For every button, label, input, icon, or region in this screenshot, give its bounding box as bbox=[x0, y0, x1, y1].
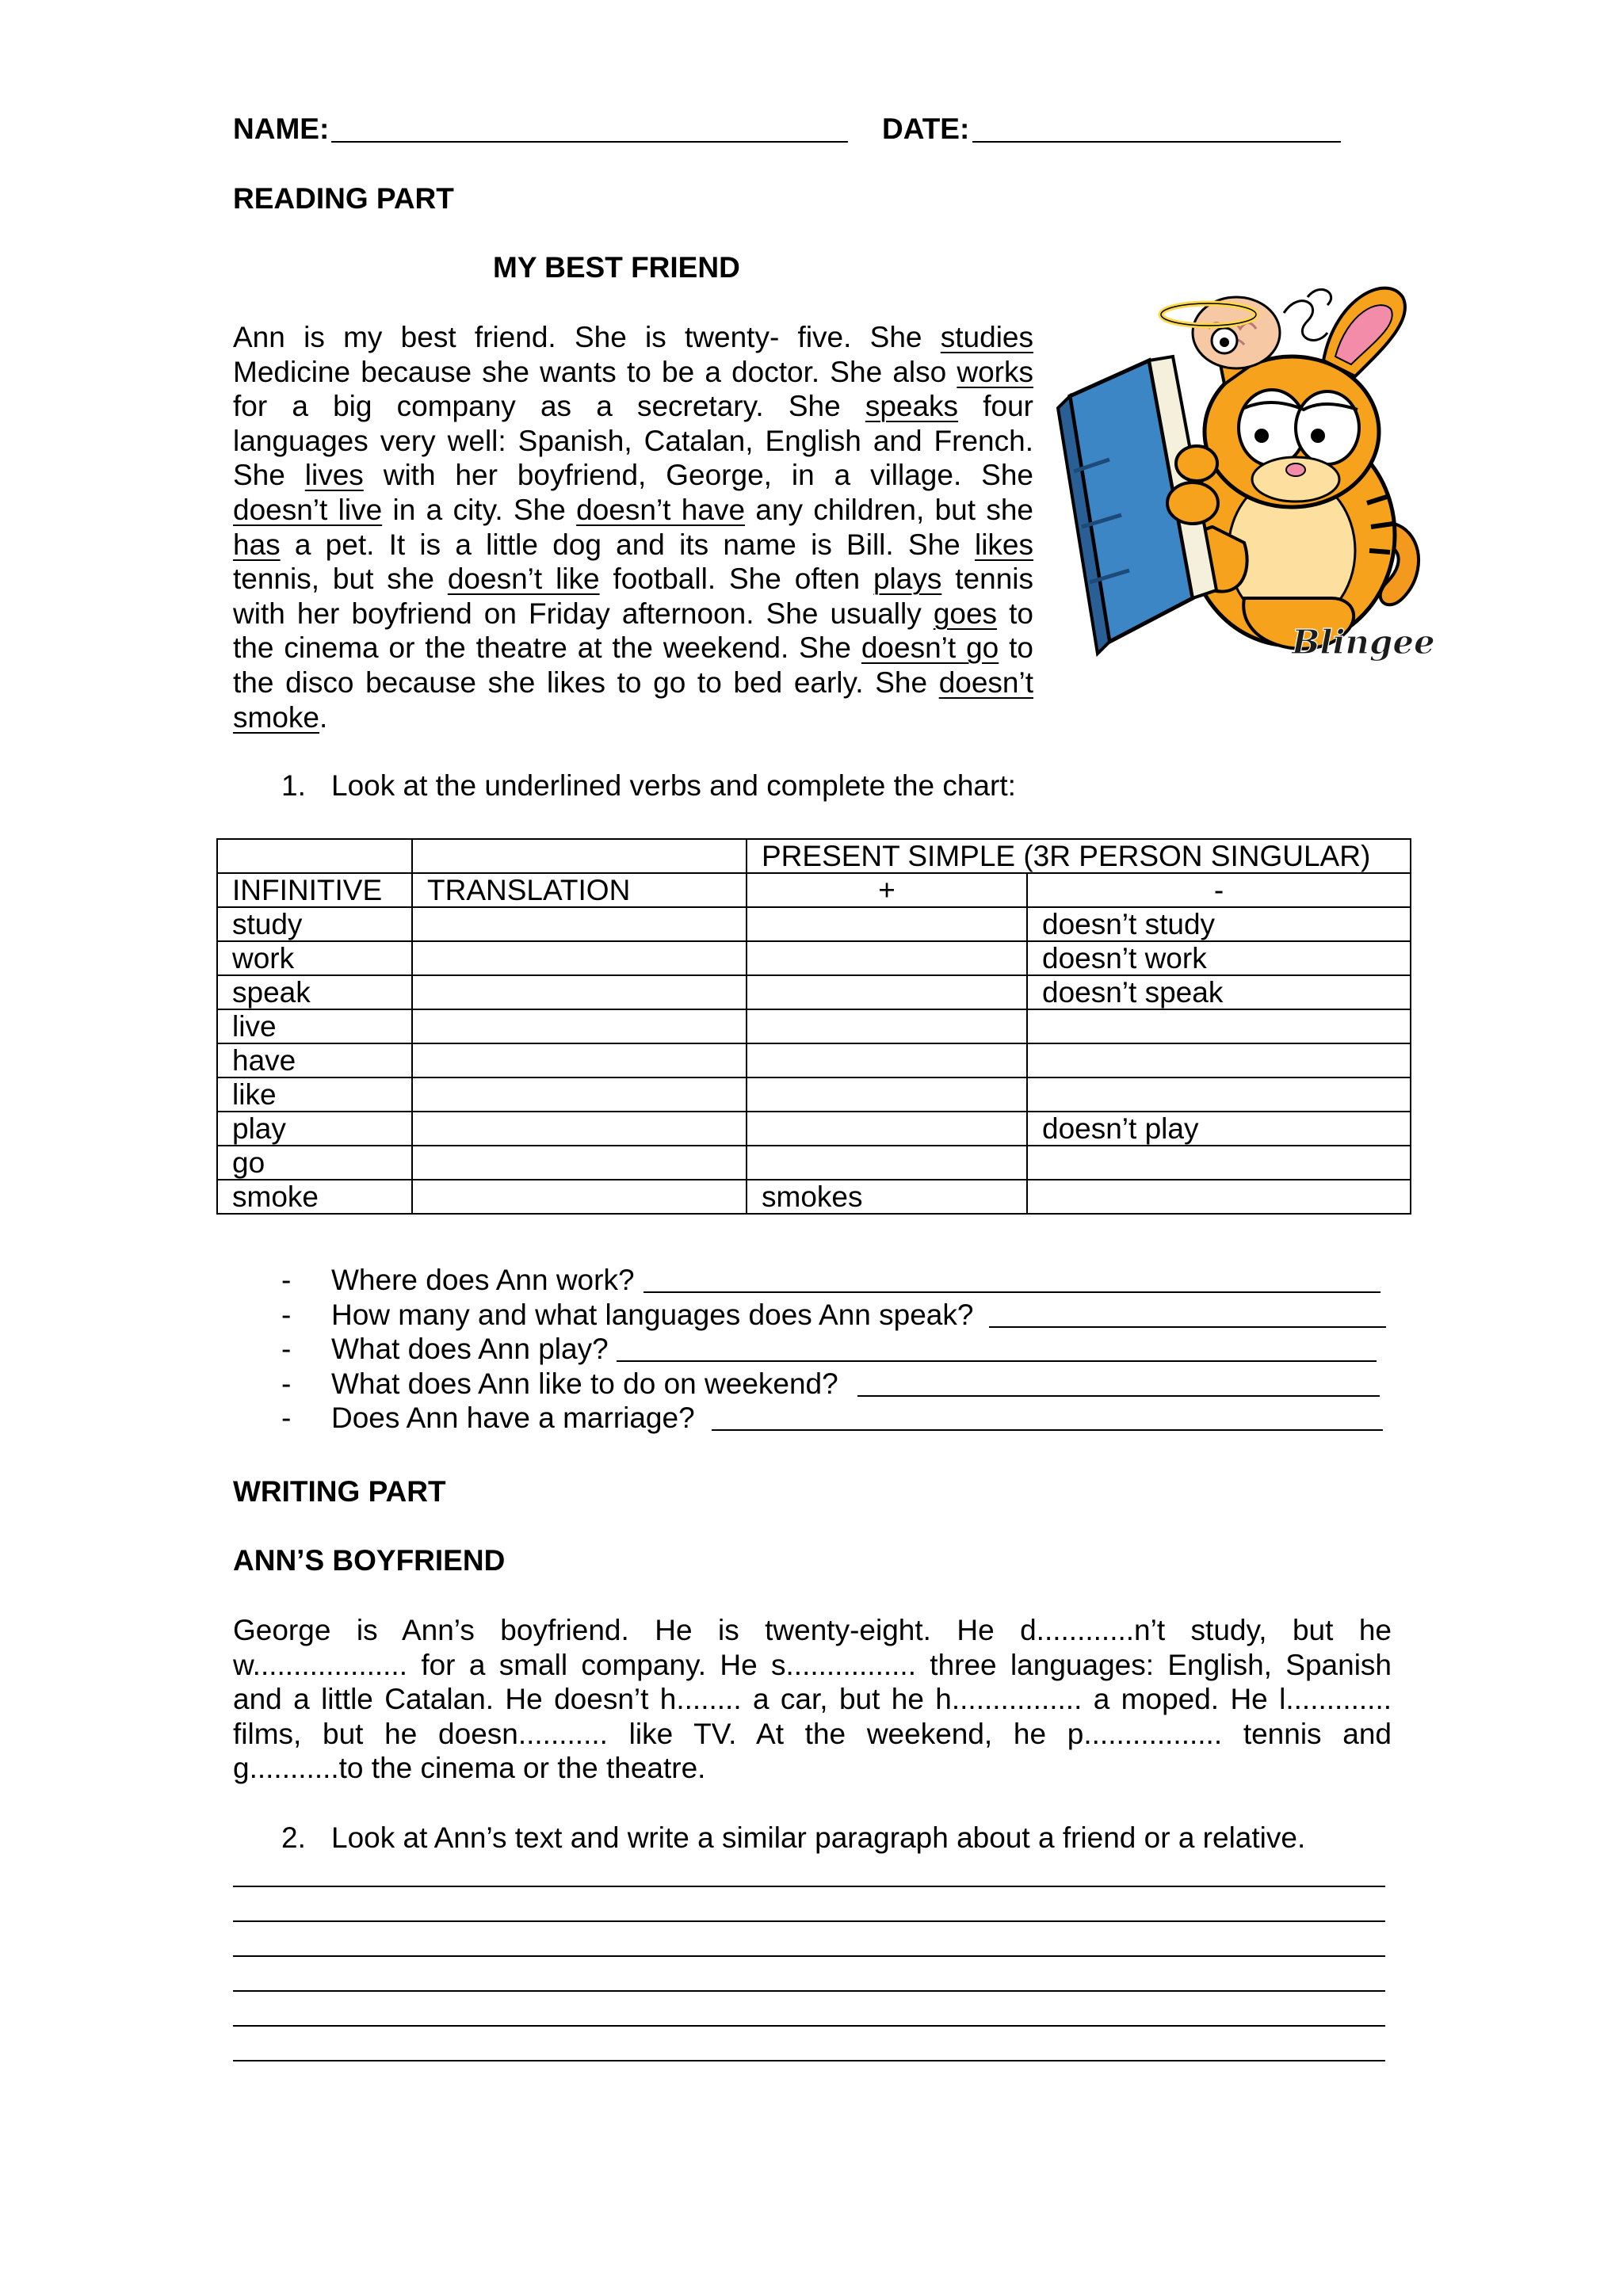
garfield-reading-illustration bbox=[1054, 265, 1450, 677]
chart-cell-positive[interactable] bbox=[747, 1077, 1027, 1112]
name-answer-line[interactable] bbox=[331, 121, 848, 143]
date-answer-line[interactable] bbox=[972, 121, 1341, 143]
table-row bbox=[217, 1077, 1411, 1112]
chart-cell-infinitive: live bbox=[217, 1009, 412, 1043]
question-dash: - bbox=[281, 1402, 292, 1435]
writing-heading: WRITING PART bbox=[233, 1475, 446, 1508]
writing-answer-line[interactable] bbox=[233, 2028, 1385, 2061]
text-span: with her boyfriend on Friday afternoon. She usually bbox=[233, 597, 934, 630]
task1-text: Look at the underlined verbs and complete the chart: bbox=[331, 769, 1016, 802]
chart-col-infinitive: INFINITIVE bbox=[217, 873, 412, 907]
chart-group-header: PRESENT SIMPLE (3R PERSON SINGULAR) bbox=[747, 839, 1411, 873]
writing-paragraph-line: w................... for a small company. He s................ three languages: English, Spanish bbox=[233, 1648, 1392, 1681]
chart-cell-translation[interactable] bbox=[412, 1146, 747, 1180]
chart-cell-negative[interactable] bbox=[1027, 1180, 1411, 1214]
writing-paragraph-line: George is Ann’s boyfriend. He is twenty-eight. He d............n’t study, but he bbox=[233, 1614, 1392, 1646]
chart-cell-translation[interactable] bbox=[412, 1043, 747, 1077]
text-span: any children, but she bbox=[745, 493, 1033, 526]
question-text: How many and what languages does Ann speak? bbox=[331, 1298, 974, 1331]
question-answer-line[interactable] bbox=[712, 1407, 1383, 1431]
chart-group-header-row bbox=[217, 839, 1411, 873]
chart-cell-infinitive: work bbox=[217, 941, 412, 975]
question-text: Where does Ann work? bbox=[331, 1264, 635, 1296]
chart-col-translation: TRANSLATION bbox=[412, 873, 747, 907]
question-text: What does Ann play? bbox=[331, 1333, 609, 1366]
chart-cell-infinitive: have bbox=[217, 1043, 412, 1077]
question-text: Does Ann have a marriage? bbox=[331, 1402, 695, 1435]
reading-paragraph-line bbox=[233, 320, 1033, 355]
reading-paragraph-line bbox=[233, 631, 1033, 666]
chart-cell-infinitive: play bbox=[217, 1112, 412, 1146]
underlined-verb: doesn’t live bbox=[233, 493, 383, 526]
writing-answer-line[interactable] bbox=[233, 1958, 1385, 1992]
chart-cell-negative[interactable] bbox=[1027, 1043, 1411, 1077]
text-span: tennis bbox=[941, 563, 1034, 596]
question-text: What does Ann like to do on weekend? bbox=[331, 1367, 838, 1400]
chart-cell-infinitive: go bbox=[217, 1146, 412, 1180]
chart-cell-positive[interactable] bbox=[747, 975, 1027, 1009]
chart-cell-negative[interactable]: doesn’t play bbox=[1027, 1112, 1411, 1146]
chart-cell-negative[interactable]: doesn’t speak bbox=[1027, 975, 1411, 1009]
text-span: . bbox=[319, 700, 328, 734]
question-answer-line[interactable] bbox=[643, 1269, 1381, 1293]
underlined-verb: has bbox=[233, 528, 281, 561]
chart-column-header-row bbox=[217, 873, 1411, 907]
chart-cell-positive[interactable] bbox=[747, 1112, 1027, 1146]
table-row bbox=[217, 941, 1411, 975]
chart-cell-translation[interactable] bbox=[412, 1077, 747, 1112]
text-span: four bbox=[958, 390, 1033, 423]
reading-paragraph-line bbox=[233, 597, 1033, 631]
chart-cell-infinitive: smoke bbox=[217, 1180, 412, 1214]
table-row bbox=[217, 1112, 1411, 1146]
chart-empty-cell bbox=[412, 839, 747, 873]
underlined-verb: doesn’t go bbox=[861, 631, 999, 665]
table-row bbox=[217, 1043, 1411, 1077]
writing-paragraph bbox=[233, 1613, 1392, 1786]
table-row bbox=[217, 975, 1411, 1009]
reading-title: MY BEST FRIEND bbox=[493, 251, 740, 284]
chart-cell-translation[interactable] bbox=[412, 1009, 747, 1043]
writing-paragraph-line: films, but he doesn........... like TV. At the weekend, he p................. tennis and bbox=[233, 1717, 1392, 1750]
reading-paragraph-line bbox=[233, 700, 1033, 735]
reading-heading: READING PART bbox=[233, 182, 454, 215]
question-answer-line[interactable] bbox=[857, 1373, 1380, 1397]
underlined-verb: doesn’t like bbox=[447, 563, 600, 596]
blingee-watermark: Blingee bbox=[1292, 623, 1435, 662]
task1-number: 1. bbox=[281, 769, 306, 802]
text-span: a pet. It is a little dog and its name is Bill. She bbox=[280, 528, 975, 561]
chart-cell-positive[interactable]: smokes bbox=[747, 1180, 1027, 1214]
chart-cell-negative[interactable]: doesn’t study bbox=[1027, 907, 1411, 941]
reading-paragraph-line bbox=[233, 562, 1033, 597]
chart-empty-cell bbox=[217, 839, 412, 873]
chart-cell-positive[interactable] bbox=[747, 941, 1027, 975]
table-row bbox=[217, 1009, 1411, 1043]
chart-cell-negative[interactable] bbox=[1027, 1146, 1411, 1180]
underlined-verb: smoke bbox=[233, 700, 319, 734]
underlined-verb: doesn’t have bbox=[576, 493, 746, 526]
question-dash: - bbox=[281, 1298, 292, 1331]
text-span: for a big company as a secretary. She bbox=[233, 390, 865, 423]
text-span: in a city. She bbox=[382, 493, 577, 526]
reading-paragraph bbox=[233, 320, 1033, 734]
underlined-verb: likes bbox=[974, 528, 1033, 561]
writing-title: ANN’S BOYFRIEND bbox=[233, 1544, 506, 1577]
chart-cell-infinitive: study bbox=[217, 907, 412, 941]
reading-paragraph-line bbox=[233, 355, 1033, 390]
name-label: NAME: bbox=[233, 113, 330, 145]
chart-cell-translation[interactable] bbox=[412, 1180, 747, 1214]
reading-paragraph-line bbox=[233, 389, 1033, 424]
text-span: Medicine because she wants to be a doctor. She also bbox=[233, 355, 957, 388]
chart-cell-infinitive: like bbox=[217, 1077, 412, 1112]
chart-cell-infinitive: speak bbox=[217, 975, 412, 1009]
text-span: the cinema or the theatre at the weekend. She bbox=[233, 631, 861, 665]
chart-cell-negative[interactable] bbox=[1027, 1077, 1411, 1112]
question-dash: - bbox=[281, 1333, 292, 1366]
reading-paragraph-line bbox=[233, 528, 1033, 563]
chart-cell-positive[interactable] bbox=[747, 907, 1027, 941]
chart-cell-positive[interactable] bbox=[747, 1043, 1027, 1077]
writing-paragraph-line: g...........to the cinema or the theatre. bbox=[233, 1752, 706, 1785]
underlined-verb: goes bbox=[933, 597, 998, 630]
chart-cell-positive[interactable] bbox=[747, 1146, 1027, 1180]
date-label: DATE: bbox=[882, 113, 970, 145]
underlined-verb: studies bbox=[940, 321, 1033, 353]
underlined-verb: works bbox=[957, 355, 1033, 388]
writing-answer-line[interactable] bbox=[233, 1924, 1385, 1957]
question-answer-line[interactable] bbox=[617, 1338, 1377, 1362]
question-answer-line[interactable] bbox=[989, 1304, 1386, 1328]
text-span: the disco because she likes to go to bed early. She bbox=[233, 666, 939, 699]
chart-cell-negative[interactable] bbox=[1027, 1009, 1411, 1043]
underlined-verb: lives bbox=[304, 459, 364, 492]
underlined-verb: speaks bbox=[865, 390, 959, 423]
table-row bbox=[217, 1146, 1411, 1180]
verbs-chart bbox=[216, 838, 1411, 1215]
text-span: languages very well: Spanish, Catalan, English and French. bbox=[233, 424, 1033, 457]
chart-cell-translation[interactable] bbox=[412, 907, 747, 941]
task2-text: Look at Ann’s text and write a similar paragraph about a friend or a relative. bbox=[331, 1821, 1306, 1854]
chart-cell-translation[interactable] bbox=[412, 1112, 747, 1146]
text-span: with her boyfriend, George, in a village. She bbox=[363, 459, 1033, 492]
writing-answer-line[interactable] bbox=[233, 1854, 1385, 1887]
reading-paragraph-line bbox=[233, 458, 1033, 493]
reading-paragraph-line bbox=[233, 424, 1033, 459]
underlined-verb: plays bbox=[873, 563, 942, 596]
chart-cell-negative[interactable]: doesn’t work bbox=[1027, 941, 1411, 975]
chart-col-negative: - bbox=[1027, 873, 1411, 907]
chart-cell-positive[interactable] bbox=[747, 1009, 1027, 1043]
writing-answer-line[interactable] bbox=[233, 1993, 1385, 2027]
writing-answer-line[interactable] bbox=[233, 1889, 1385, 1922]
task2-number: 2. bbox=[281, 1821, 306, 1854]
chart-cell-translation[interactable] bbox=[412, 941, 747, 975]
text-span: to bbox=[999, 631, 1033, 665]
text-span: She bbox=[233, 459, 305, 492]
reading-paragraph-line bbox=[233, 493, 1033, 528]
text-span: tennis, but she bbox=[233, 563, 448, 596]
underlined-verb: doesn’t bbox=[938, 666, 1033, 699]
table-row bbox=[217, 1180, 1411, 1214]
question-dash: - bbox=[281, 1367, 292, 1400]
text-span: Ann is my best friend. She is twenty- five. She bbox=[233, 321, 941, 353]
reading-paragraph-line bbox=[233, 666, 1033, 700]
table-row bbox=[217, 907, 1411, 941]
writing-paragraph-line: and a little Catalan. He doesn’t h........ a car, but he h................ a moped. He l............. bbox=[233, 1683, 1392, 1716]
text-span: to bbox=[997, 597, 1033, 630]
text-span: football. She often bbox=[599, 563, 873, 596]
chart-cell-translation[interactable] bbox=[412, 975, 747, 1009]
chart-col-positive: + bbox=[747, 873, 1027, 907]
question-dash: - bbox=[281, 1264, 292, 1296]
